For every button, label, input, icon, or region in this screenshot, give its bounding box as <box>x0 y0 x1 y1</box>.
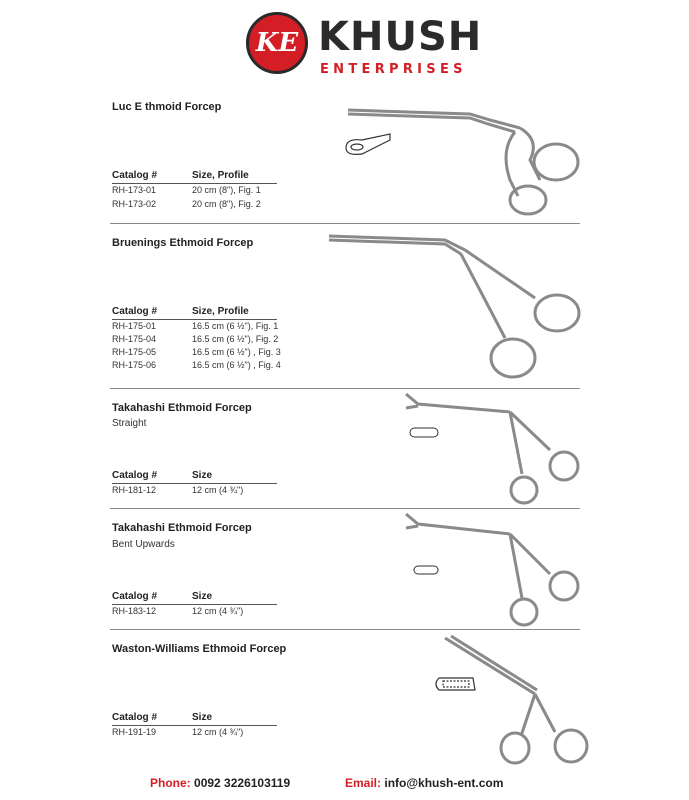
catalog-table: Catalog # Size, Profile RH-175-01 16.5 cm (6 ½"), Fig. 1 RH-175-04 16.5 cm (6 ½"), Fig. 2 RH-175-05 16.5 cm (6 ½") , Fig. 3 RH-175-06 16.5 cm (6 ½") , Fig. 4 <box>112 306 281 370</box>
phone-number[interactable]: 0092 3226103119 <box>194 776 291 790</box>
size-header: Size <box>192 712 213 723</box>
product-subtitle: Bent Upwards <box>112 539 175 550</box>
catalog-table: Catalog # Size RH-181-12 12 cm (4 ¾") <box>112 470 312 502</box>
logo-monogram <box>246 12 308 74</box>
product-title: Takahashi Ethmoid Forcep <box>112 402 252 414</box>
size-header: Size, Profile <box>192 306 249 317</box>
catalog-header: Catalog # <box>112 170 158 181</box>
product-subtitle: Straight <box>112 418 147 429</box>
logo-monogram-text: KE <box>255 28 299 58</box>
section-divider <box>110 508 580 509</box>
logo-tagline: ENTERPRISES <box>320 62 467 77</box>
catalog-table: Catalog # Size RH-183-12 12 cm (4 ¾") <box>112 591 312 623</box>
luc-forcep-image <box>340 100 590 220</box>
size-header: Size, Profile <box>192 170 249 181</box>
product-title: Takahashi Ethmoid Forcep <box>112 522 252 534</box>
size-header: Size <box>192 591 213 602</box>
logo-wordmark: KHUSH <box>318 14 483 60</box>
takahashi-straight-image <box>400 390 590 510</box>
section-divider <box>110 223 580 224</box>
email-label: Email: <box>345 776 382 790</box>
table-header-rule <box>112 319 277 320</box>
footer-email <box>345 776 503 790</box>
bruenings-forcep-image <box>325 228 585 383</box>
catalog-table: Catalog # Size RH-191-19 12 cm (4 ¾") <box>112 712 312 744</box>
table-header-rule <box>112 483 277 484</box>
product-title: Luc E thmoid Forcep <box>112 101 222 113</box>
section-divider <box>110 388 580 389</box>
section-divider <box>110 629 580 630</box>
product-title: Waston-Williams Ethmoid Forcep <box>112 643 287 655</box>
product-title: Bruenings Ethmoid Forcep <box>112 237 254 249</box>
phone-label: Phone: <box>150 776 191 790</box>
table-header-rule <box>112 183 277 184</box>
catalog-header: Catalog # <box>112 470 158 481</box>
catalog-header: Catalog # <box>112 712 158 723</box>
waston-williams-image <box>425 632 595 767</box>
takahashi-bent-image <box>400 510 590 630</box>
footer-phone <box>150 776 290 790</box>
email-address[interactable]: info@khush-ent.com <box>384 776 504 790</box>
catalog-table: Catalog # Size, Profile RH-173-01 20 cm (8"), Fig. 1 RH-173-02 20 cm (8"), Fig. 2 <box>112 170 312 220</box>
catalog-header: Catalog # <box>112 306 158 317</box>
table-header-rule <box>112 604 277 605</box>
size-header: Size <box>192 470 213 481</box>
brand-logo <box>240 10 483 80</box>
catalog-header: Catalog # <box>112 591 158 602</box>
table-header-rule <box>112 725 277 726</box>
